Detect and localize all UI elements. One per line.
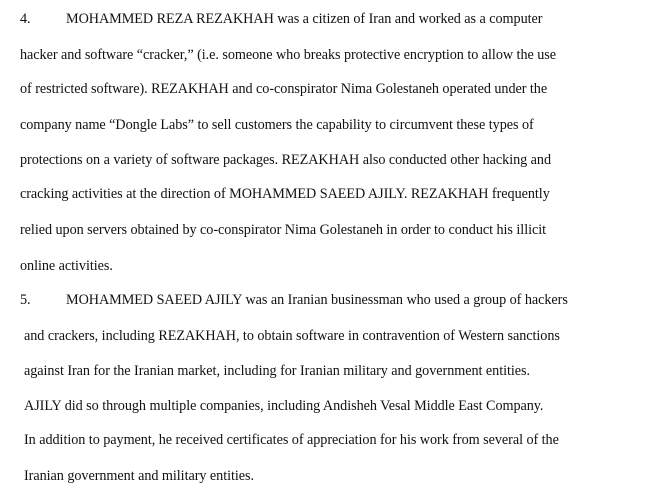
paragraph-5-line-4: AJILY did so through multiple companies, including Andisheh Vesal Middle East Company.	[24, 398, 544, 414]
paragraph-4-text-line-1: MOHAMMED REZA REZAKHAH was a citizen of Iran and worked as a computer	[66, 11, 543, 27]
paragraph-5-line-2: and crackers, including REZAKHAH, to obtain software in contravention of Western sanctions	[24, 328, 560, 344]
paragraph-4-line-4: company name “Dongle Labs” to sell customers the capability to circumvent these types of	[20, 117, 534, 133]
paragraph-5-line-6: Iranian government and military entities.	[24, 468, 255, 484]
paragraph-4-line-7: relied upon servers obtained by co-conspirator Nima Golestaneh in order to conduct his illicit	[20, 222, 547, 238]
paragraph-4-line-6: cracking activities at the direction of MOHAMMED SAEED AJILY. REZAKHAH frequently	[20, 186, 550, 202]
paragraph-5-line-3: against Iran for the Iranian market, including for Iranian military and government entities.	[24, 363, 530, 379]
paragraph-4-line-8: online activities.	[20, 258, 113, 274]
paragraph-5-number: 5.	[20, 292, 31, 308]
paragraph-5-line-1	[20, 291, 568, 309]
paragraph-5-text-line-1: MOHAMMED SAEED AJILY was an Iranian businessman who used a group of hackers	[66, 292, 568, 308]
paragraph-4-number: 4.	[20, 11, 31, 27]
paragraph-4-line-3: of restricted software). REZAKHAH and co-conspirator Nima Golestaneh operated under the	[20, 81, 548, 97]
paragraph-4-line-5: protections on a variety of software packages. REZAKHAH also conducted other hacking and	[20, 152, 552, 168]
paragraph-5-line-5: In addition to payment, he received certificates of appreciation for his work from several of the	[24, 432, 559, 448]
paragraph-4-line-1	[20, 10, 542, 28]
paragraph-4-line-2: hacker and software “cracker,” (i.e. someone who breaks protective encryption to allow the use	[20, 47, 556, 63]
